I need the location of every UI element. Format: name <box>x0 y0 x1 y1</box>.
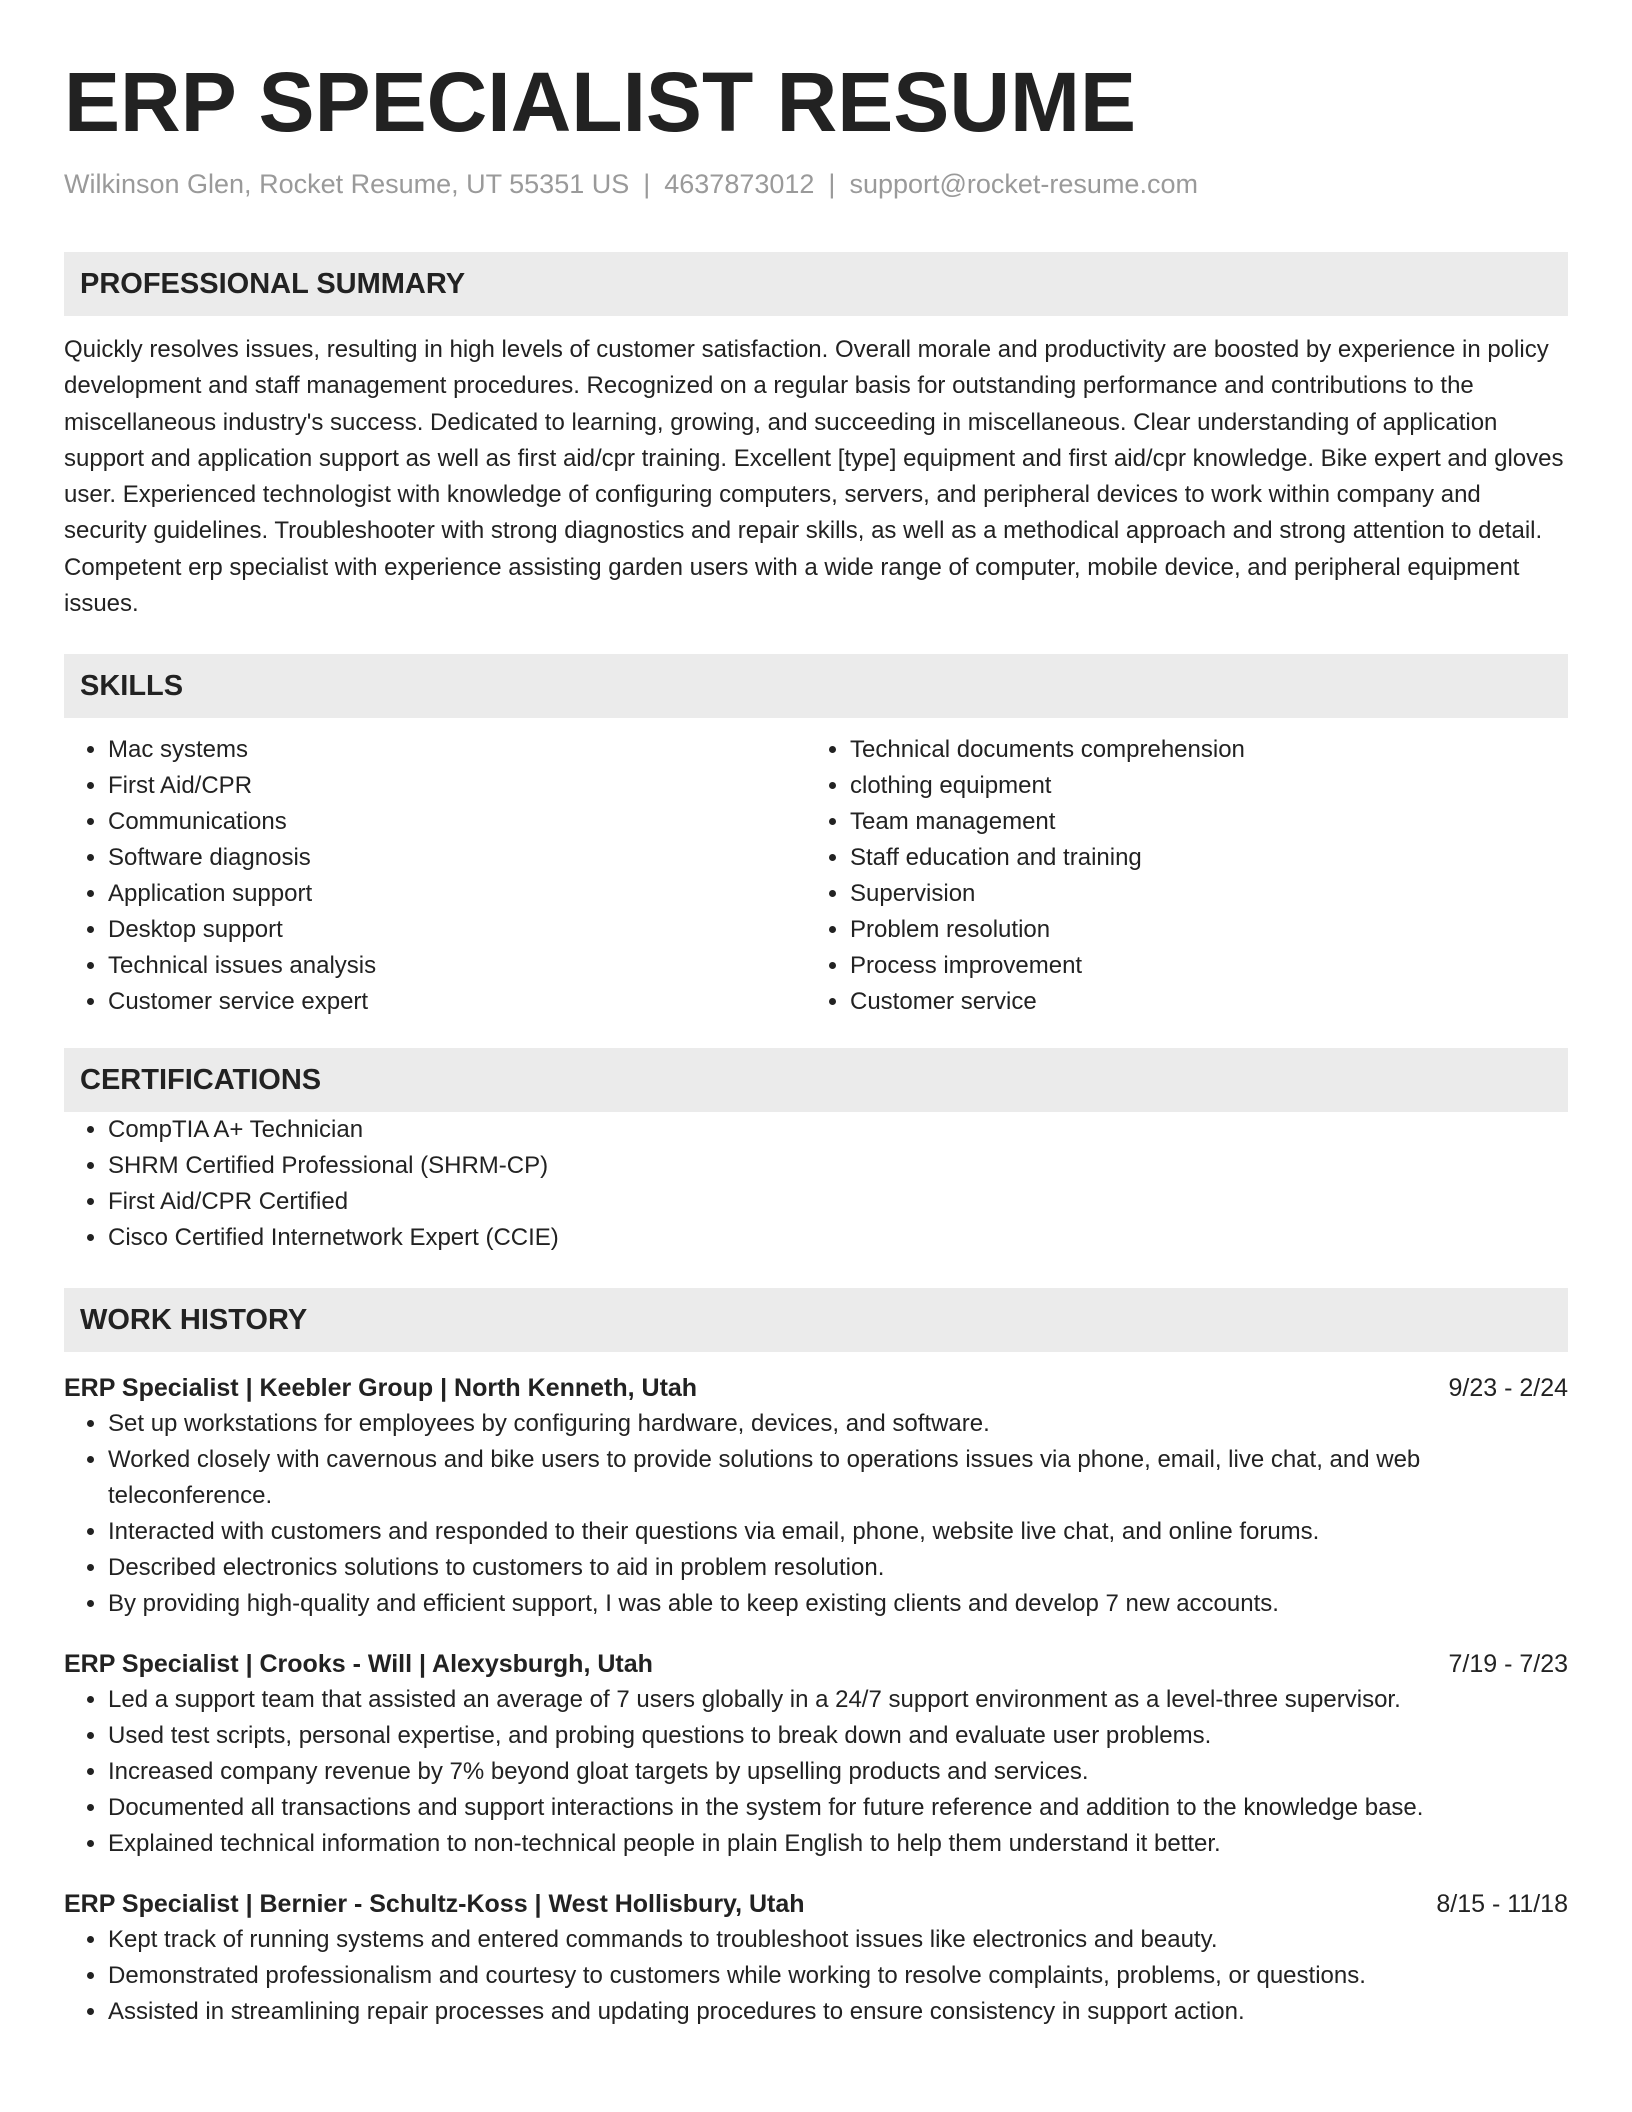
job-bullets <box>64 1682 1568 1862</box>
skill-item: • clothing equipment <box>850 768 1548 804</box>
job-bullet: • Increased company revenue by 7% beyond gloat targets by upselling products and services. <box>108 1754 1568 1790</box>
skill-item: • Supervision <box>850 876 1548 912</box>
skills-list-right <box>806 732 1548 1020</box>
summary-text: Quickly resolves issues, resulting in high levels of customer satisfaction. Overall morale and productivity are boosted by experience in policy development and staff management procedures. Recognized on a regular basis for outstanding performance and contributions to the miscellaneous industry's success. Dedicated to learning, growing, and succeeding in miscellaneous. Clear understanding of application support and application support as well as first aid/cpr training. Excellent [type] equipment and first aid/cpr knowledge. Bike expert and gloves user. Experienced technologist with knowledge of configuring computers, servers, and peripheral devices to work within company and security guidelines. Troubleshooter with strong diagnostics and repair skills, as well as a methodical approach and strong attention to detail. Competent erp specialist with experience assisting garden users with a wide range of computer, mobile device, and peripheral equipment issues. <box>64 336 1564 618</box>
section-header-summary: PROFESSIONAL SUMMARY <box>64 252 1568 316</box>
skills-column-left <box>64 732 806 1020</box>
job-bullet: • Described electronics solutions to customers to aid in problem resolution. <box>108 1550 1568 1586</box>
skill-item: • Staff education and training <box>850 840 1548 876</box>
contact-phone: 4637873012 <box>664 169 815 199</box>
job-bullets <box>64 1922 1568 2030</box>
skill-item: • Process improvement <box>850 948 1548 984</box>
section-header-work-history: WORK HISTORY <box>64 1288 1568 1352</box>
job-bullet: • Used test scripts, personal expertise, and probing questions to break down and evaluate user problems. <box>108 1718 1568 1754</box>
job-dates: 9/23 - 2/24 <box>1448 1374 1568 1403</box>
job-bullet: • Assisted in streamlining repair processes and updating procedures to ensure consistency in support action. <box>108 1994 1568 2030</box>
job-dates: 7/19 - 7/23 <box>1448 1650 1568 1679</box>
contact-address: Wilkinson Glen, Rocket Resume, UT 55351 US <box>64 169 630 199</box>
skills-column-right <box>806 732 1548 1020</box>
job-bullet: • Set up workstations for employees by configuring hardware, devices, and software. <box>108 1406 1568 1442</box>
certification-item: • First Aid/CPR Certified <box>108 1184 1568 1220</box>
job-dates: 8/15 - 11/18 <box>1436 1890 1568 1919</box>
job-entry <box>64 1646 1568 1862</box>
certification-item: • CompTIA A+ Technician <box>108 1112 1568 1148</box>
job-bullet: • Documented all transactions and support interactions in the system for future reference and addition to the knowledge base. <box>108 1790 1568 1826</box>
skill-item: • Customer service expert <box>108 984 806 1020</box>
skill-item: • Customer service <box>850 984 1548 1020</box>
job-bullet: • Interacted with customers and responded to their questions via email, phone, website live chat, and online forums. <box>108 1514 1568 1550</box>
skills-list-left <box>64 732 806 1020</box>
job-header <box>64 1370 1568 1406</box>
skills-grid <box>64 732 1568 1020</box>
certifications-list <box>64 1112 1568 1256</box>
job-bullet: • Led a support team that assisted an average of 7 users globally in a 24/7 support environment as a level-three supervisor. <box>108 1682 1568 1718</box>
job-header <box>64 1886 1568 1922</box>
resume-title: ERP SPECIALIST RESUME <box>64 55 1136 149</box>
skill-item: • Application support <box>108 876 806 912</box>
job-bullets <box>64 1406 1568 1622</box>
contact-email: support@rocket-resume.com <box>849 169 1198 199</box>
contact-line <box>64 166 1568 202</box>
skill-item: • Mac systems <box>108 732 806 768</box>
skill-item: • Team management <box>850 804 1548 840</box>
skill-item: • Software diagnosis <box>108 840 806 876</box>
job-bullet: • Kept track of running systems and entered commands to troubleshoot issues like electronics and beauty. <box>108 1922 1568 1958</box>
contact-separator: | <box>643 169 651 199</box>
skill-item: • Desktop support <box>108 912 806 948</box>
job-title: ERP Specialist | Keebler Group | North Kenneth, Utah <box>64 1374 698 1403</box>
skill-item: • Problem resolution <box>850 912 1548 948</box>
job-entry <box>64 1886 1568 2030</box>
contact-separator: | <box>828 169 836 199</box>
job-header <box>64 1646 1568 1682</box>
job-entry <box>64 1370 1568 1622</box>
job-bullet: • Worked closely with cavernous and bike users to provide solutions to operations issues via phone, email, live chat, and web teleconference. <box>108 1442 1568 1514</box>
section-header-certifications: CERTIFICATIONS <box>64 1048 1568 1112</box>
certification-item: • Cisco Certified Internetwork Expert (CCIE) <box>108 1220 1568 1256</box>
job-bullet: • By providing high-quality and efficient support, I was able to keep existing clients and develop 7 new accounts. <box>108 1586 1568 1622</box>
section-header-skills: SKILLS <box>64 654 1568 718</box>
job-bullet: • Explained technical information to non-technical people in plain English to help them understand it better. <box>108 1826 1568 1862</box>
job-bullet: • Demonstrated professionalism and courtesy to customers while working to resolve complaints, problems, or questions. <box>108 1958 1568 1994</box>
skill-item: • First Aid/CPR <box>108 768 806 804</box>
skill-item: • Technical issues analysis <box>108 948 806 984</box>
certification-item: • SHRM Certified Professional (SHRM-CP) <box>108 1148 1568 1184</box>
skill-item: • Communications <box>108 804 806 840</box>
job-title: ERP Specialist | Crooks - Will | Alexysburgh, Utah <box>64 1650 653 1679</box>
work-history-list <box>64 1370 1568 2030</box>
job-title: ERP Specialist | Bernier - Schultz-Koss | West Hollisbury, Utah <box>64 1890 805 1919</box>
skill-item: • Technical documents comprehension <box>850 732 1548 768</box>
